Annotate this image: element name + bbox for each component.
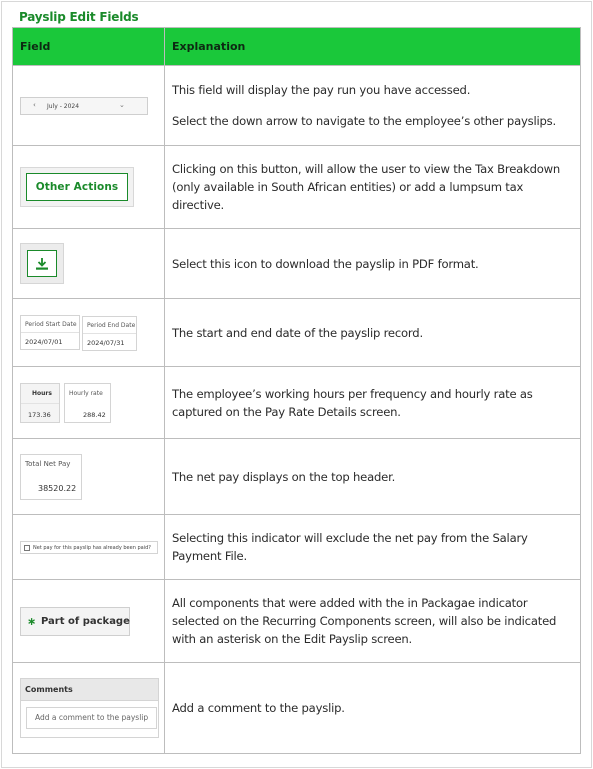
explanation-column-header: Explanation [165,28,581,66]
hourly-rate-label: Hourly rate [69,389,103,397]
explanation-text: Add a comment to the payslip. [172,701,345,715]
other-actions-button[interactable]: Other Actions [26,173,128,201]
table-row [13,146,581,229]
explanation-text: This field will display the pay run you have accessed. [172,83,471,97]
hours-value: 173.36 [28,410,51,419]
field-cell [13,439,165,515]
explanation-cell [165,367,581,439]
table-row [13,299,581,367]
explanation-cell [165,580,581,663]
table-header-row [13,28,581,66]
table-row [13,663,581,754]
explanation-cell [165,229,581,299]
other-actions-frame [20,167,134,207]
hours-field[interactable] [20,383,60,423]
net-pay-paid-label: Net pay for this payslip has already been paid? [33,544,151,551]
chevron-left-icon[interactable]: ‹ [33,100,36,109]
field-cell [13,66,165,146]
period-start-label: Period Start Date [25,320,77,328]
field-cell [13,580,165,663]
explanation-text: All components that were added with the in Packagae indicator selected on the Recurring Components screen, will also be indicated with an asterisk on the Edit Payslip screen. [172,596,557,646]
explanation-cell [165,515,581,580]
asterisk-icon: ∗ [27,614,37,628]
pay-run-select[interactable] [20,97,148,115]
chevron-down-icon[interactable]: ⌄ [119,100,125,109]
payslip-fields-table [12,27,581,754]
comments-panel [20,678,159,738]
net-pay-paid-checkbox[interactable] [24,545,30,551]
table-row [13,580,581,663]
period-date-fields [20,315,164,351]
field-column-header: Field [13,28,165,66]
explanation-cell [165,299,581,367]
comment-input[interactable]: Add a comment to the payslip [26,707,157,729]
download-icon [34,257,50,271]
total-net-pay-label: Total Net Pay [25,459,71,468]
download-button[interactable] [27,250,57,277]
part-of-package-indicator [20,607,130,636]
explanation-cell [165,663,581,754]
table-row [13,367,581,439]
comments-header [21,679,158,701]
table-row [13,439,581,515]
net-pay-paid-checkbox-field[interactable] [20,541,158,554]
document-title: Payslip Edit Fields [19,10,139,24]
total-net-pay-field [20,454,82,500]
comments-title: Comments [25,685,73,694]
hourly-rate-value: 288.42 [83,410,106,419]
period-end-value: 2024/07/31 [87,338,125,347]
hourly-rate-field[interactable] [64,383,111,423]
explanation-cell [165,439,581,515]
field-cell [13,299,165,367]
field-cell [13,515,165,580]
explanation-text: The start and end date of the payslip record. [172,325,423,340]
field-cell [13,663,165,754]
field-cell [13,146,165,229]
field-cell [13,229,165,299]
explanation-text: Clicking on this button, will allow the user to view the Tax Breakdown (only available in South African entities) or add a lumpsum tax directive. [172,162,561,212]
explanation-text: The employee’s working hours per frequency and hourly rate as captured on the Pay Rate Details screen. [172,386,533,419]
part-of-package-label: Part of package [41,615,130,627]
download-frame [20,243,64,284]
period-end-field[interactable] [82,316,137,351]
field-cell [13,367,165,439]
total-net-pay-value: 38520.22 [38,483,77,493]
period-start-value: 2024/07/01 [25,337,63,346]
pay-run-value: July - 2024 [47,102,80,110]
explanation-text: Select the down arrow to navigate to the employee’s other payslips. [172,114,556,128]
table-row [13,66,581,146]
rate-fields [20,383,164,423]
hours-label: Hours [32,389,52,397]
table-row [13,515,581,580]
explanation-text: The net pay displays on the top header. [172,469,396,484]
table-row [13,229,581,299]
explanation-text: Select this icon to download the payslip in PDF format. [172,256,479,271]
explanation-text: Selecting this indicator will exclude the net pay from the Salary Payment File. [172,531,528,563]
period-end-label: Period End Date [87,321,136,329]
explanation-cell [165,146,581,229]
explanation-cell [165,66,581,146]
period-start-field[interactable] [20,315,80,350]
